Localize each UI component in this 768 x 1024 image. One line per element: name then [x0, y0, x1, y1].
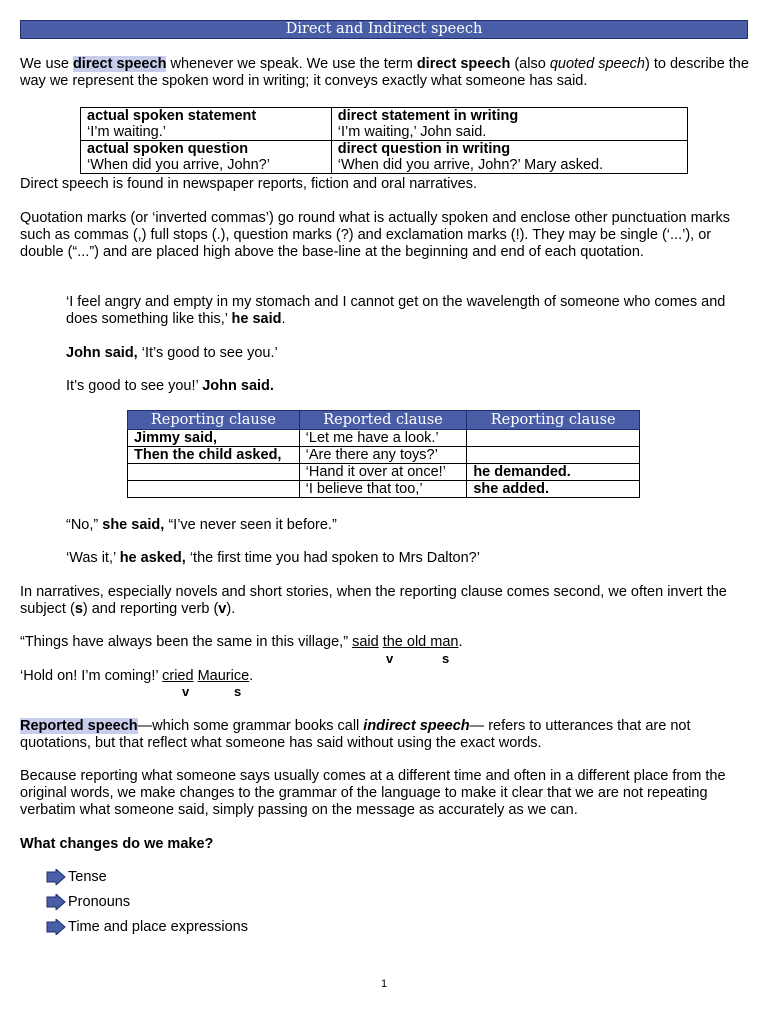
table-cell — [128, 464, 300, 481]
column-header: Reported clause — [299, 411, 467, 430]
page-title: Direct and Indirect speech — [20, 20, 748, 39]
example-2: John said, ‘It’s good to see you.’ — [66, 345, 278, 361]
quotation-marks-paragraph: Quotation marks (or ‘inverted commas’) go round what is actually spoken and enclose other punctuation marks such as commas (,) full stops (.), question marks (?) and exclamation marks (!). They may be single (‘...’), or double (“...”) and are placed high above the base-line at the beginning and end of each quotation. — [20, 210, 731, 260]
reporting-clause-table — [127, 410, 640, 498]
table-row — [128, 481, 640, 498]
example-3: It’s good to see you!’ John said. — [66, 378, 274, 394]
table-cell: ‘Are there any toys?’ — [299, 447, 467, 464]
list-item: Tense — [46, 868, 107, 886]
table-cell — [467, 447, 640, 464]
table-cell: ‘Let me have a look.’ — [299, 430, 467, 447]
subject-marker: s — [442, 651, 450, 666]
example-1: ‘I feel angry and empty in my stomach and I cannot get on the wavelength of someone who comes and does something like this,’ he said. — [66, 294, 726, 327]
inversion-paragraph: In narratives, especially novels and short stories, when the reporting clause comes second, we often invert the subject (s) and reporting verb (v). — [20, 584, 727, 617]
table-cell: ‘Hand it over at once!’ — [299, 464, 467, 481]
table-cell: she added. — [467, 481, 640, 498]
arrow-bullet-icon — [46, 894, 66, 910]
table-cell: he demanded. — [467, 464, 640, 481]
table-cell: actual spoken statement ‘I’m waiting.’ — [81, 108, 332, 141]
example-6: “Things have always been the same in this village,” said the old man. — [20, 634, 463, 650]
example-5: ‘Was it,’ he asked, ‘the first time you had spoken to Mrs Dalton?’ — [66, 550, 480, 566]
table-header-row — [128, 411, 640, 430]
list-item: Pronouns — [46, 893, 130, 911]
table-cell: Jimmy said, — [128, 430, 300, 447]
table-cell — [128, 481, 300, 498]
table-cell: ‘I believe that too,’ — [299, 481, 467, 498]
table-row — [81, 141, 688, 174]
column-header: Reporting clause — [467, 411, 640, 430]
table-row — [128, 464, 640, 481]
intro-paragraph: We use direct speech whenever we speak. We use the term direct speech (also quoted speech) to describe the way we represent the spoken word in writing; it conveys exactly what someone has said. — [20, 56, 749, 89]
example-7: ‘Hold on! I’m coming!’ cried Maurice. — [20, 668, 254, 684]
table-cell: direct question in writing ‘When did you arrive, John?’ Mary asked. — [331, 141, 687, 174]
table-row — [81, 108, 688, 141]
table-row — [128, 430, 640, 447]
table-row — [128, 447, 640, 464]
subject-marker: s — [234, 684, 242, 699]
column-header: Reporting clause — [128, 411, 300, 430]
because-paragraph: Because reporting what someone says usually comes at a different time and often in a different place from the original words, we make changes to the grammar of the language to make it clear that we are not repeating verbatim what someone said, simply passing on the message as accurately as we can. — [20, 768, 726, 818]
table-cell: actual spoken question ‘When did you arrive, John?’ — [81, 141, 332, 174]
page-number: 1 — [380, 978, 388, 990]
found-paragraph: Direct speech is found in newspaper reports, fiction and oral narratives. — [20, 176, 477, 192]
changes-question: What changes do we make? — [20, 836, 214, 852]
table-cell: Then the child asked, — [128, 447, 300, 464]
arrow-bullet-icon — [46, 919, 66, 935]
direct-speech-table — [80, 107, 688, 174]
reported-speech-paragraph: Reported speech—which some grammar books call indirect speech— refers to utterances that are not quotations, but that reflect what someone has said without using the exact words. — [20, 718, 691, 751]
table-cell — [467, 430, 640, 447]
example-4: “No,” she said, “I’ve never seen it before.” — [66, 517, 337, 533]
list-item: Time and place expressions — [46, 918, 248, 936]
verb-marker: v — [386, 651, 394, 666]
verb-marker: v — [182, 684, 190, 699]
arrow-bullet-icon — [46, 869, 66, 885]
table-cell: direct statement in writing ‘I’m waiting,’ John said. — [331, 108, 687, 141]
